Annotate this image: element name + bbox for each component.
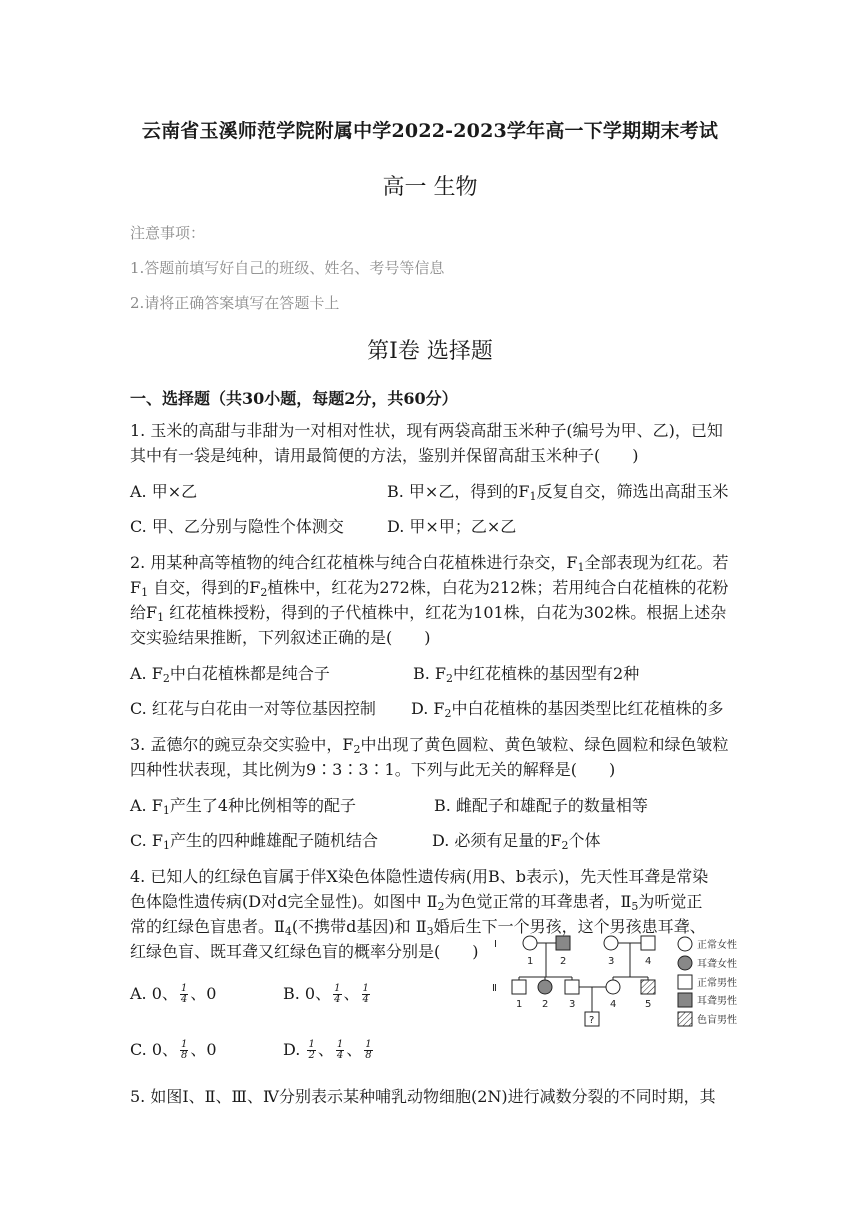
- q4-option-c: C. 0、 $\frac{1}{8}$ 、0: [130, 1039, 217, 1061]
- q4-option-a: A. 0、 $\frac{1}{4}$ 、0: [130, 983, 217, 1005]
- q3-option-a: A. $F_1$产生了4种比例相等的配子: [130, 796, 357, 817]
- q1-option-b: B. 甲×乙，得到的$F_1$反复自交，筛选出高甜玉米: [387, 482, 729, 503]
- gen1-number-1: 1: [527, 956, 534, 967]
- notes-item-2: 2.请将正确答案填写在答题卡上: [130, 294, 340, 312]
- legend-deaf-male-symbol: [678, 993, 692, 1007]
- section-heading: 一、选择题（共30小题，每题2分，共60分）: [130, 389, 458, 408]
- q3-option-b: B. 雌配子和雄配子的数量相等: [434, 796, 648, 815]
- fraction: $\frac{1}{4}$: [334, 983, 341, 1005]
- gen1-female-3: [604, 936, 618, 950]
- legend-deaf-female: 耳聋女性: [697, 959, 737, 970]
- gen2-number-2: 2: [542, 999, 549, 1010]
- gen1-deaf-male-2: [556, 936, 570, 950]
- unknown-mark: ?: [589, 1015, 595, 1026]
- legend-normal-female: 正常女性: [697, 940, 737, 951]
- gen-label-1: Ⅰ: [494, 939, 497, 950]
- fraction: $\frac{1}{4}$: [180, 983, 188, 1005]
- q1-option-a: A. 甲×乙: [130, 482, 198, 501]
- q1-line-1: 1. 玉米的高甜与非甜为一对相对性状，现有两袋高甜玉米种子(编号为甲、乙)，已知: [130, 421, 723, 440]
- gen2-male-1: [512, 980, 526, 994]
- q4-option-b: B. 0、 $\frac{1}{4}$ 、 $\frac{1}{4}$: [283, 983, 369, 1005]
- q4-line-2: 色体隐性遗传病(D对d完全显性)。如图中 $Ⅱ_2$为色觉正常的耳聋患者，$Ⅱ_5$为听觉正: [130, 892, 703, 913]
- fraction: $\frac{1}{4}$: [362, 983, 369, 1005]
- q1-option-c: C. 甲、乙分别与隐性个体测交: [130, 517, 344, 536]
- q5-line-1: 5. 如图Ⅰ、Ⅱ、Ⅲ、Ⅳ分别表示某种哺乳动物细胞(2N)进行减数分裂的不同时期，其: [130, 1087, 716, 1106]
- q2-option-b: B. $F_2$中红花植株的基因型有2种: [413, 664, 640, 685]
- legend-normal-male: 正常男性: [697, 978, 737, 989]
- fraction: $\frac{1}{8}$: [181, 1039, 188, 1061]
- q4-option-d: D. $\frac{1}{2}$ 、 $\frac{1}{4}$ 、 $\frac{1}{8}$: [283, 1039, 372, 1061]
- gen1-female-1: [523, 936, 537, 950]
- gen2-colorblind-male-5: [641, 980, 655, 994]
- gen1-number-4: 4: [645, 956, 652, 967]
- gen2-number-1: 1: [516, 999, 523, 1010]
- q2-option-d: D. $F_2$中白花植株的基因类型比红花植株的多: [411, 699, 724, 720]
- q3-option-d: D. 必须有足量的$F_2$个体: [432, 831, 601, 852]
- q3-line-2: 四种性状表现，其比例为9∶3∶3∶1。下列与此无关的解释是( ): [130, 760, 616, 779]
- volume-title: 第Ⅰ卷 选择题: [367, 339, 493, 364]
- q2-option-c: C. 红花与白花由一对等位基因控制: [130, 699, 376, 718]
- gen2-number-5: 5: [645, 999, 652, 1010]
- fraction: $\frac{1}{4}$: [336, 1039, 344, 1061]
- q1-option-d: D. 甲×甲；乙×乙: [387, 517, 517, 536]
- gen2-female-4: [606, 980, 620, 994]
- q4-line-3: 常的红绿色盲患者。$Ⅱ_4$(不携带d基因)和 $Ⅱ_3$婚后生下一个男孩，这个男孩患耳聋、: [130, 917, 706, 938]
- q2-option-a: A. $F_2$中白花植株都是纯合子: [130, 664, 330, 685]
- gen1-number-3: 3: [608, 956, 615, 967]
- q1-line-2: 其中有一袋是纯种，请用最简便的方法，鉴别并保留高甜玉米种子( ): [130, 446, 639, 465]
- exam-title: 云南省玉溪师范学院附属中学2022-2023学年高一下学期期末考试: [141, 120, 719, 142]
- exam-subtitle: 高一 生物: [382, 175, 478, 200]
- fraction: $\frac{1}{8}$: [365, 1039, 372, 1061]
- gen1-number-2: 2: [560, 956, 567, 967]
- notes-heading: 注意事项：: [130, 224, 206, 242]
- legend-normal-female-symbol: [678, 937, 692, 951]
- q2-line-2: $F_1$ 自交，得到的$F_2$植株中，红花为272株，白花为212株；若用纯合白花植株的花粉: [130, 578, 729, 599]
- gen-label-2: Ⅱ: [492, 983, 497, 994]
- q4-line-4: 红绿色盲、既耳聋又红绿色盲的概率分别是( ): [130, 942, 479, 961]
- q2-line-4: 交实验结果推断，下列叙述正确的是( ): [130, 628, 431, 647]
- q3-option-c: C. $F_1$产生的四种雌雄配子随机结合: [130, 831, 378, 852]
- gen2-number-3: 3: [569, 999, 576, 1010]
- legend-colorblind-male-symbol: [678, 1012, 692, 1026]
- fraction: $\frac{1}{2}$: [308, 1039, 315, 1061]
- q3-line-1: 3. 孟德尔的豌豆杂交实验中，$F_2$中出现了黄色圆粒、黄色皱粒、绿色圆粒和绿色皱粒: [130, 735, 729, 756]
- gen2-number-4: 4: [610, 999, 617, 1010]
- notes-item-1: 1.答题前填写好自己的班级、姓名、考号等信息: [130, 259, 445, 277]
- gen2-male-3: [565, 980, 579, 994]
- legend-colorblind-male: 色盲男性: [697, 1015, 737, 1026]
- q4-line-1: 4. 已知人的红绿色盲属于伴X染色体隐性遗传病(用B、b表示)，先天性耳聋是常染: [130, 867, 709, 886]
- gen1-male-4: [641, 936, 655, 950]
- legend-normal-male-symbol: [678, 975, 692, 989]
- q2-line-3: 给$F_1$ 红花植株授粉，得到的子代植株中，红花为101株，白花为302株。根据上述杂: [130, 603, 727, 624]
- gen2-deaf-female-2: [538, 980, 552, 994]
- pedigree-diagram: [488, 932, 758, 1032]
- q2-line-1: 2. 用某种高等植物的纯合红花植株与纯合白花植株进行杂交，$F_1$全部表现为红花。若: [130, 553, 729, 574]
- legend-deaf-male: 耳聋男性: [697, 996, 737, 1007]
- legend-deaf-female-symbol: [678, 956, 692, 970]
